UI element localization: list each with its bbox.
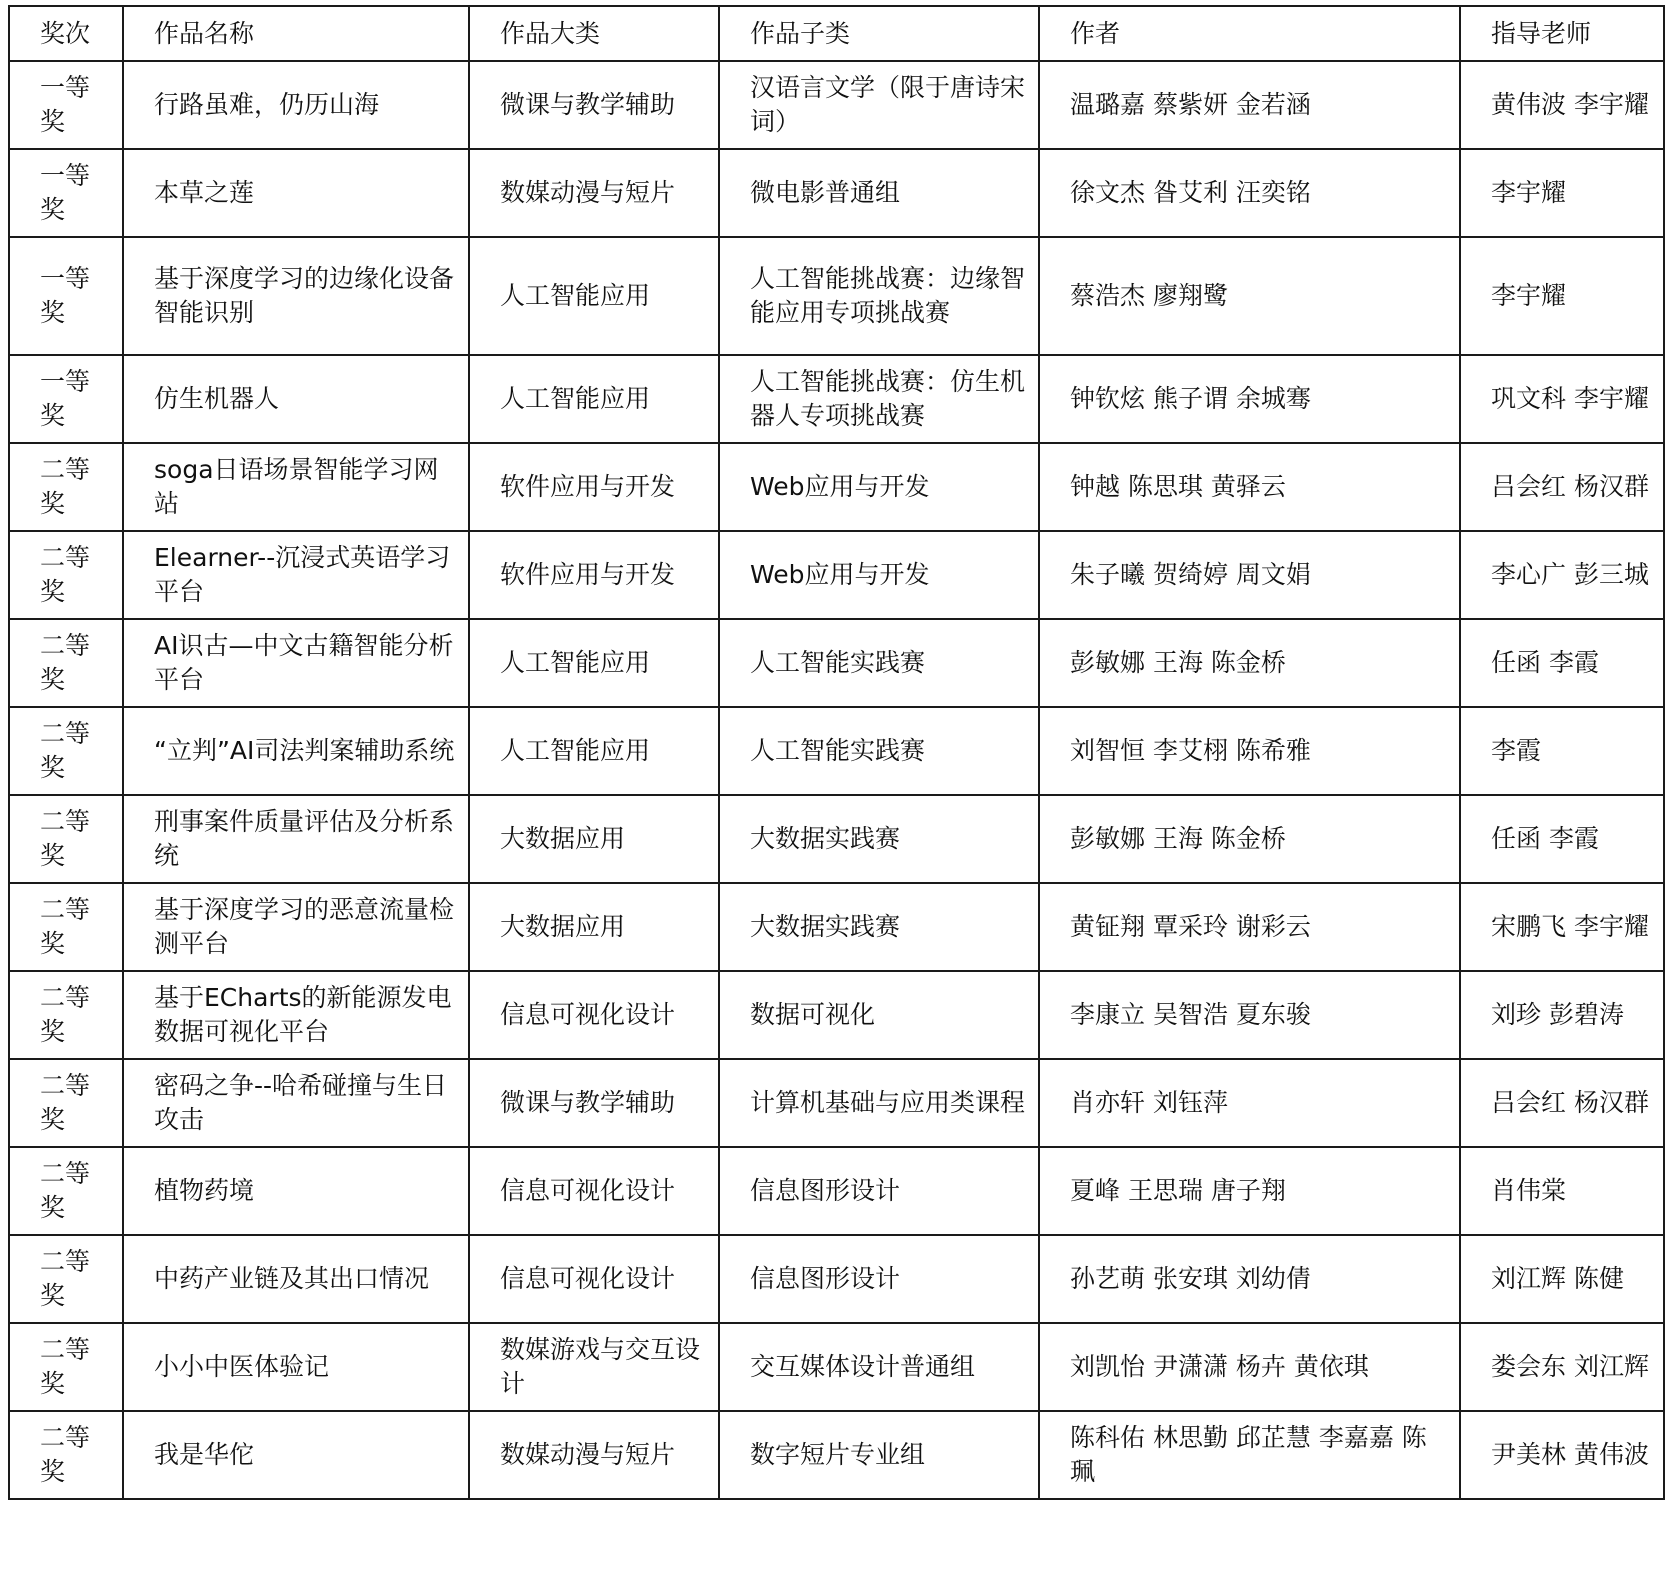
work-subcategory-cell: 大数据实践赛 [719, 883, 1039, 971]
work-subcategory-cell: 汉语言文学（限于唐诗宋词） [719, 61, 1039, 149]
advisors-cell: 宋鹏飞 李宇耀 [1460, 883, 1664, 971]
award-level-cell: 一等奖 [9, 149, 123, 237]
work-subcategory-cell: 数据可视化 [719, 971, 1039, 1059]
table-row [9, 1323, 1664, 1411]
work-category-cell: 人工智能应用 [469, 619, 719, 707]
table-header-row [9, 6, 1664, 61]
work-category-cell: 数媒游戏与交互设计 [469, 1323, 719, 1411]
awards-table [8, 5, 1665, 1500]
work-category-cell: 信息可视化设计 [469, 1235, 719, 1323]
award-level-cell: 二等奖 [9, 1147, 123, 1235]
work-subcategory-cell: 人工智能实践赛 [719, 707, 1039, 795]
table-row [9, 237, 1664, 355]
work-category-cell: 人工智能应用 [469, 237, 719, 355]
award-level-cell: 一等奖 [9, 355, 123, 443]
work-subcategory-cell: 数字短片专业组 [719, 1411, 1039, 1499]
authors-cell: 徐文杰 昝艾利 汪奕铭 [1039, 149, 1460, 237]
work-subcategory-cell: 信息图形设计 [719, 1235, 1039, 1323]
authors-cell: 夏峰 王思瑞 唐子翔 [1039, 1147, 1460, 1235]
work-name-cell: 中药产业链及其出口情况 [123, 1235, 469, 1323]
authors-cell: 肖亦轩 刘钰萍 [1039, 1059, 1460, 1147]
work-name-cell: 仿生机器人 [123, 355, 469, 443]
authors-cell: 彭敏娜 王海 陈金桥 [1039, 619, 1460, 707]
advisors-cell: 李霞 [1460, 707, 1664, 795]
work-category-cell: 人工智能应用 [469, 707, 719, 795]
header-advisors: 指导老师 [1460, 6, 1664, 61]
work-name-cell: AI识古—中文古籍智能分析平台 [123, 619, 469, 707]
work-category-cell: 人工智能应用 [469, 355, 719, 443]
table-row [9, 619, 1664, 707]
work-name-cell: 本草之莲 [123, 149, 469, 237]
award-level-cell: 二等奖 [9, 1411, 123, 1499]
work-category-cell: 微课与教学辅助 [469, 61, 719, 149]
award-level-cell: 一等奖 [9, 237, 123, 355]
work-category-cell: 软件应用与开发 [469, 531, 719, 619]
authors-cell: 黄钲翔 覃采玲 谢彩云 [1039, 883, 1460, 971]
work-subcategory-cell: 微电影普通组 [719, 149, 1039, 237]
advisors-cell: 娄会东 刘江辉 [1460, 1323, 1664, 1411]
award-level-cell: 二等奖 [9, 1059, 123, 1147]
work-name-cell: soga日语场景智能学习网站 [123, 443, 469, 531]
work-name-cell: “立判”AI司法判案辅助系统 [123, 707, 469, 795]
award-level-cell: 二等奖 [9, 1323, 123, 1411]
work-name-cell: 植物药境 [123, 1147, 469, 1235]
work-subcategory-cell: Web应用与开发 [719, 443, 1039, 531]
award-level-cell: 二等奖 [9, 619, 123, 707]
work-name-cell: 基于深度学习的恶意流量检测平台 [123, 883, 469, 971]
table-row [9, 795, 1664, 883]
work-category-cell: 信息可视化设计 [469, 1147, 719, 1235]
authors-cell: 朱子曦 贺绮婷 周文娟 [1039, 531, 1460, 619]
work-name-cell: 小小中医体验记 [123, 1323, 469, 1411]
table-row [9, 1059, 1664, 1147]
header-work-category: 作品大类 [469, 6, 719, 61]
table-row [9, 1411, 1664, 1499]
work-name-cell: 我是华佗 [123, 1411, 469, 1499]
header-work-name: 作品名称 [123, 6, 469, 61]
authors-cell: 温璐嘉 蔡紫妍 金若涵 [1039, 61, 1460, 149]
award-level-cell: 二等奖 [9, 971, 123, 1059]
table-row [9, 707, 1664, 795]
work-subcategory-cell: 人工智能挑战赛：仿生机器人专项挑战赛 [719, 355, 1039, 443]
award-level-cell: 二等奖 [9, 707, 123, 795]
work-subcategory-cell: 计算机基础与应用类课程 [719, 1059, 1039, 1147]
table-row [9, 883, 1664, 971]
advisors-cell: 李心广 彭三城 [1460, 531, 1664, 619]
work-category-cell: 软件应用与开发 [469, 443, 719, 531]
table-row [9, 149, 1664, 237]
work-subcategory-cell: 大数据实践赛 [719, 795, 1039, 883]
work-category-cell: 微课与教学辅助 [469, 1059, 719, 1147]
award-level-cell: 二等奖 [9, 1235, 123, 1323]
authors-cell: 刘智恒 李艾栩 陈希雅 [1039, 707, 1460, 795]
advisors-cell: 吕会红 杨汉群 [1460, 443, 1664, 531]
table-row [9, 531, 1664, 619]
work-category-cell: 数媒动漫与短片 [469, 149, 719, 237]
authors-cell: 钟钦炫 熊子谓 余城骞 [1039, 355, 1460, 443]
work-name-cell: 基于深度学习的边缘化设备智能识别 [123, 237, 469, 355]
advisors-cell: 巩文科 李宇耀 [1460, 355, 1664, 443]
award-level-cell: 二等奖 [9, 795, 123, 883]
authors-cell: 李康立 吴智浩 夏东骏 [1039, 971, 1460, 1059]
table-row [9, 1235, 1664, 1323]
table-row [9, 443, 1664, 531]
authors-cell: 刘凯怡 尹潇潇 杨卉 黄依琪 [1039, 1323, 1460, 1411]
advisors-cell: 任函 李霞 [1460, 795, 1664, 883]
advisors-cell: 李宇耀 [1460, 237, 1664, 355]
work-category-cell: 大数据应用 [469, 795, 719, 883]
table-row [9, 1147, 1664, 1235]
advisors-cell: 任函 李霞 [1460, 619, 1664, 707]
award-level-cell: 一等奖 [9, 61, 123, 149]
authors-cell: 陈科佑 林思勤 邱芷慧 李嘉嘉 陈珮 [1039, 1411, 1460, 1499]
authors-cell: 彭敏娜 王海 陈金桥 [1039, 795, 1460, 883]
award-level-cell: 二等奖 [9, 531, 123, 619]
work-category-cell: 信息可视化设计 [469, 971, 719, 1059]
work-subcategory-cell: 信息图形设计 [719, 1147, 1039, 1235]
authors-cell: 孙艺萌 张安琪 刘幼倩 [1039, 1235, 1460, 1323]
advisors-cell: 刘珍 彭碧涛 [1460, 971, 1664, 1059]
work-subcategory-cell: 交互媒体设计普通组 [719, 1323, 1039, 1411]
work-name-cell: 行路虽难，仍历山海 [123, 61, 469, 149]
work-subcategory-cell: 人工智能实践赛 [719, 619, 1039, 707]
award-level-cell: 二等奖 [9, 443, 123, 531]
table-row [9, 61, 1664, 149]
advisors-cell: 李宇耀 [1460, 149, 1664, 237]
work-name-cell: 基于ECharts的新能源发电数据可视化平台 [123, 971, 469, 1059]
work-category-cell: 数媒动漫与短片 [469, 1411, 719, 1499]
header-authors: 作者 [1039, 6, 1460, 61]
work-subcategory-cell: 人工智能挑战赛：边缘智能应用专项挑战赛 [719, 237, 1039, 355]
table-row [9, 971, 1664, 1059]
advisors-cell: 刘江辉 陈健 [1460, 1235, 1664, 1323]
authors-cell: 钟越 陈思琪 黄驿云 [1039, 443, 1460, 531]
header-work-subcategory: 作品子类 [719, 6, 1039, 61]
advisors-cell: 肖伟棠 [1460, 1147, 1664, 1235]
advisors-cell: 黄伟波 李宇耀 [1460, 61, 1664, 149]
advisors-cell: 尹美林 黄伟波 [1460, 1411, 1664, 1499]
header-award-level: 奖次 [9, 6, 123, 61]
work-name-cell: 刑事案件质量评估及分析系统 [123, 795, 469, 883]
advisors-cell: 吕会红 杨汉群 [1460, 1059, 1664, 1147]
work-category-cell: 大数据应用 [469, 883, 719, 971]
work-subcategory-cell: Web应用与开发 [719, 531, 1039, 619]
authors-cell: 蔡浩杰 廖翔鹭 [1039, 237, 1460, 355]
table-row [9, 355, 1664, 443]
work-name-cell: 密码之争--哈希碰撞与生日攻击 [123, 1059, 469, 1147]
award-level-cell: 二等奖 [9, 883, 123, 971]
work-name-cell: Elearner--沉浸式英语学习平台 [123, 531, 469, 619]
